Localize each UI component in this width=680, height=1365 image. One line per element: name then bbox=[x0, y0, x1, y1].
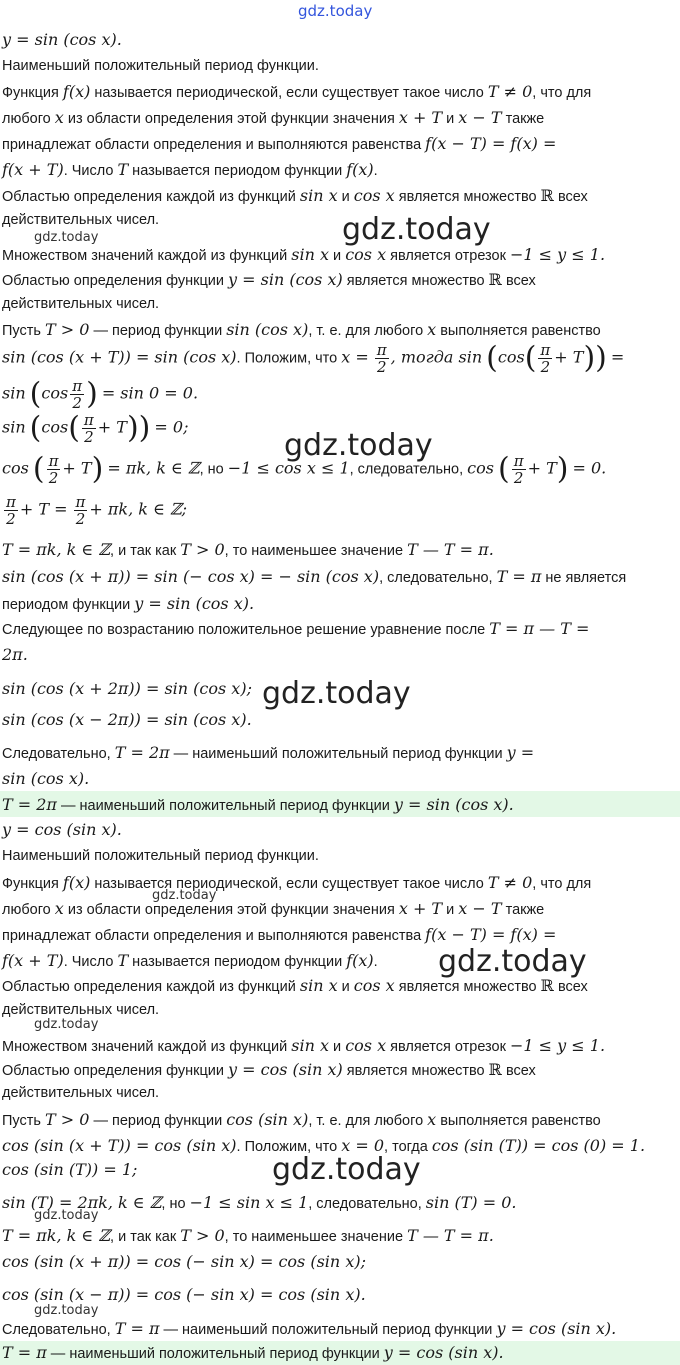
formula-line: sin (cos (x + T)) = sin (cos x). Положим, что x = $\frac{\pi}{2}$ , тогда sin (cos( $\frac{\pi}{2}$ + T)) = bbox=[2, 340, 625, 376]
fraction: $\frac{\pi}{2}$ bbox=[376, 341, 387, 376]
text-line: sin (cos (x + π)) = sin (− cos x) = − sin (cos x), следовательно, T = π не является bbox=[2, 567, 627, 586]
formula-line: cos (sin (x + π)) = cos (− sin x) = cos (sin x); bbox=[2, 1252, 366, 1271]
text-line: любого x из области определения этой функции значения x + T и x − T также bbox=[2, 108, 545, 127]
problem-title-2: y = cos (sin x). bbox=[2, 820, 122, 839]
text-line: Множеством значений каждой из функций sin x и cos x является отрезок −1 ≤ y ≤ 1. bbox=[2, 1036, 606, 1055]
formula-line: sin (cos $\frac{\pi}{2}$ ) = sin 0 = 0. bbox=[2, 376, 199, 412]
text-line: Областью определения каждой из функций sin x и cos x является множество ℝ всех bbox=[2, 186, 588, 205]
formula-line: cos ( $\frac{\pi}{2}$ + T) = πk, k ∈ ℤ, но −1 ≤ cos x ≤ 1, следовательно, cos ( $\frac{\pi}{2}$ + T) = 0. bbox=[2, 451, 607, 487]
text-line: Следовательно, T = 2π — наименьший положительный период функции y = bbox=[2, 743, 535, 762]
answer-line-1: T = 2π — наименьший положительный период функции y = sin (cos x). bbox=[2, 795, 514, 814]
text-line: действительных чисел. bbox=[2, 296, 160, 312]
fraction: $\frac{\pi}{2}$ bbox=[540, 341, 551, 376]
watermark-large: gdz.today bbox=[284, 428, 433, 463]
text-line: Множеством значений каждой из функций sin x и cos x является отрезок −1 ≤ y ≤ 1. bbox=[2, 245, 606, 264]
formula-line: sin (T) = 2πk, k ∈ ℤ, но −1 ≤ sin x ≤ 1, следовательно, sin (T) = 0. bbox=[2, 1193, 517, 1212]
answer-line-2: T = π — наименьший положительный период функции y = cos (sin x). bbox=[2, 1343, 504, 1362]
watermark-top: gdz.today bbox=[298, 2, 373, 20]
text-line: Следовательно, T = π — наименьший положительный период функции y = cos (sin x). bbox=[2, 1319, 617, 1338]
watermark-large: gdz.today bbox=[262, 676, 411, 711]
text-line: 2π. bbox=[2, 645, 28, 664]
fraction: $\frac{\pi}{2}$ bbox=[75, 493, 86, 528]
formula-line: sin (cos (x − 2π)) = sin (cos x). bbox=[2, 710, 252, 729]
text-line: Функция f(x) называется периодической, если существует такое число T ≠ 0, что для bbox=[2, 82, 592, 101]
text-line: Наименьший положительный период функции. bbox=[2, 848, 319, 864]
text-line: sin (cos x). bbox=[2, 769, 90, 788]
text-line: Областью определения функции y = sin (cos x) является множество ℝ всех bbox=[2, 270, 536, 289]
formula-line: $\frac{\pi}{2}$ + T = $\frac{\pi}{2}$ + πk, k ∈ ℤ; bbox=[6, 493, 188, 528]
watermark-small: gdz.today bbox=[34, 1303, 99, 1318]
text-line: f(x + T). Число T называется периодом функции f(x). bbox=[2, 951, 378, 970]
text-line: Функция f(x) называется периодической, если существует такое число T ≠ 0, что для bbox=[2, 873, 592, 892]
text-line: T = πk, k ∈ ℤ, и так как T > 0, то наименьшее значение T — T = π. bbox=[2, 540, 494, 559]
watermark-small: gdz.today bbox=[34, 1017, 99, 1032]
fraction: $\frac{\pi}{2}$ bbox=[48, 452, 59, 487]
fraction: $\frac{\pi}{2}$ bbox=[6, 493, 16, 528]
text-line: принадлежат области определения и выполняются равенства f(x − T) = f(x) = bbox=[2, 925, 557, 944]
formula-line: cos (sin (x + T)) = cos (sin x). Положим, что x = 0, тогда cos (sin (T)) = cos (0) = 1. bbox=[2, 1136, 646, 1155]
text-line: любого x из области определения этой функции значения x + T и x − T также bbox=[2, 899, 545, 918]
formula-line: cos (sin (x − π)) = cos (− sin x) = cos (sin x). bbox=[2, 1285, 366, 1304]
text-line: f(x + T). Число T называется периодом функции f(x). bbox=[2, 160, 378, 179]
watermark-large: gdz.today bbox=[438, 944, 587, 979]
watermark-large: gdz.today bbox=[272, 1152, 421, 1187]
watermark-small: gdz.today bbox=[34, 1208, 99, 1223]
formula-line: sin (cos (x + 2π)) = sin (cos x); bbox=[2, 679, 252, 698]
text-line: Пусть T > 0 — период функции cos (sin x), т. е. для любого x выполняется равенство bbox=[2, 1110, 601, 1129]
text-line: Следующее по возрастанию положительное решение уравнение после T = π — T = bbox=[2, 619, 590, 638]
text-line: действительных чисел. bbox=[2, 1002, 160, 1018]
fraction: $\frac{\pi}{2}$ bbox=[513, 452, 524, 487]
text-line: Пусть T > 0 — период функции sin (cos x), т. е. для любого x выполняется равенство bbox=[2, 320, 601, 339]
formula-line: cos (sin (T)) = 1; bbox=[2, 1160, 138, 1179]
text-line: действительных чисел. bbox=[2, 1085, 160, 1101]
watermark-small: gdz.today bbox=[34, 230, 99, 245]
formula-line: sin (cos( $\frac{\pi}{2}$ + T)) = 0; bbox=[2, 410, 189, 446]
text-line: действительных чисел. bbox=[2, 212, 160, 228]
text-line: принадлежат области определения и выполняются равенства f(x − T) = f(x) = bbox=[2, 134, 557, 153]
fraction: $\frac{\pi}{2}$ bbox=[83, 411, 94, 446]
text-line: Областью определения функции y = cos (sin x) является множество ℝ всех bbox=[2, 1060, 536, 1079]
text-line: периодом функции y = sin (cos x). bbox=[2, 594, 255, 613]
watermark-small: gdz.today bbox=[152, 888, 217, 903]
problem-title-1: y = sin (cos x). bbox=[2, 30, 122, 49]
text-line: Наименьший положительный период функции. bbox=[2, 58, 319, 74]
fraction: $\frac{\pi}{2}$ bbox=[72, 377, 83, 412]
text-line: Областью определения каждой из функций sin x и cos x является множество ℝ всех bbox=[2, 976, 588, 995]
watermark-large: gdz.today bbox=[342, 212, 491, 247]
text-line: T = πk, k ∈ ℤ, и так как T > 0, то наименьшее значение T — T = π. bbox=[2, 1226, 494, 1245]
